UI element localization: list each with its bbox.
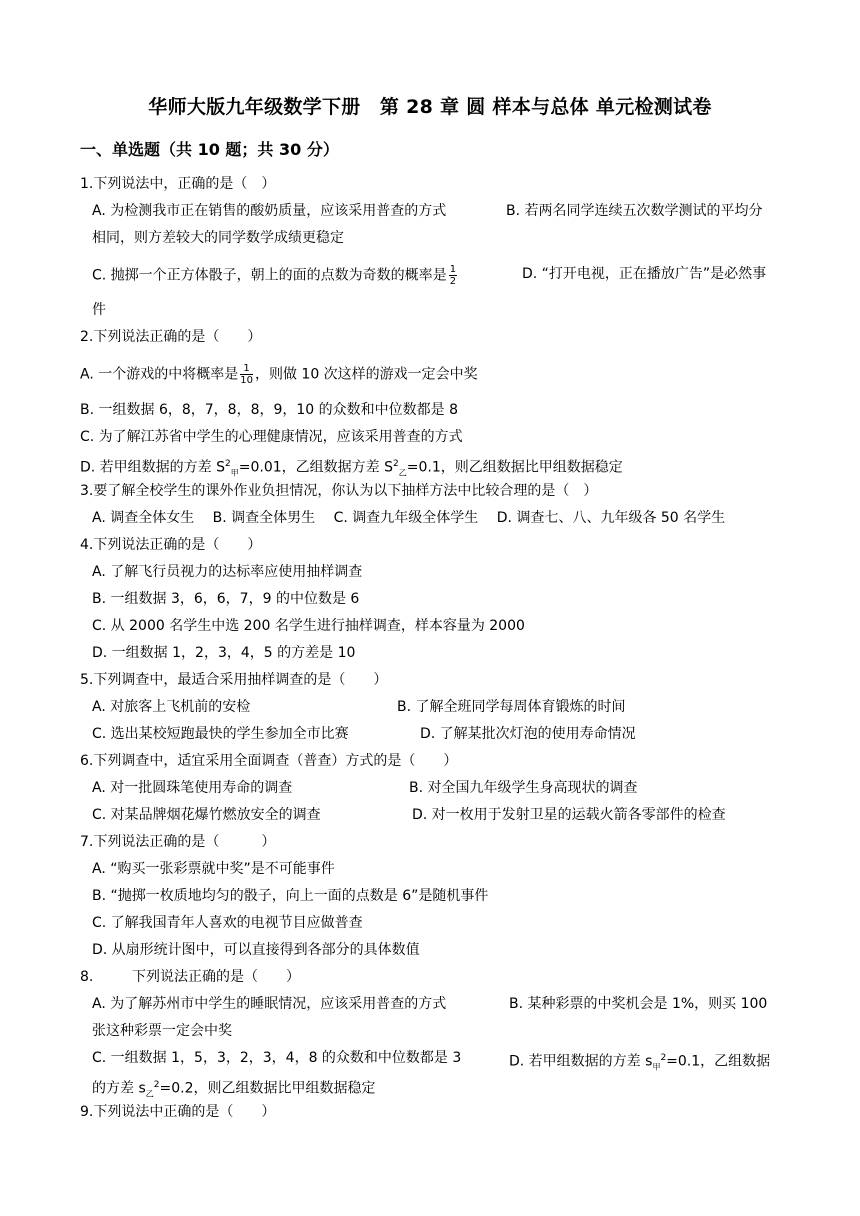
question-stem: 5.下列调查中，最适合采用抽样调查的是（ ）	[80, 672, 388, 688]
subscript: 甲	[652, 1062, 661, 1072]
option-a: A. “购买一张彩票就中奖”是不可能事件	[92, 861, 335, 877]
fraction	[240, 363, 253, 386]
option-b-continued: 相同，则方差较大的同学数学成绩更稳定	[92, 230, 344, 246]
option-a-text: A. 一个游戏的中将概率是	[80, 366, 239, 383]
option-a: A. 对一批圆珠笔使用寿命的调查	[92, 780, 293, 796]
option-c-text: C. 抛掷一个正方体骰子，朝上的面的点数为奇数的概率是	[92, 267, 447, 284]
question-stem: 6.下列调查中，适宜采用全面调查（普查）方式的是（ ）	[80, 753, 458, 769]
option-d-text-end: =0.1，乙组数据	[666, 1053, 771, 1070]
option-a: A. 对旅客上飞机前的安检	[92, 699, 251, 715]
option-c: C. 选出某校短跑最快的学生参加全市比赛	[92, 726, 349, 742]
option-d: D. 一组数据 1，2，3，4，5 的方差是 10	[92, 645, 356, 661]
question-number: 8.	[80, 969, 94, 985]
question-stem: 3.要了解全校学生的课外作业负担情况，你认为以下抽样方法中比较合理的是（ ）	[80, 483, 598, 499]
subscript: 甲	[230, 468, 239, 478]
option-d	[509, 1048, 770, 1077]
option-c: C. 对某品牌烟花爆竹燃放安全的调查	[92, 807, 321, 823]
section-heading: 一、单选题（共 10 题；共 30 分）	[80, 140, 339, 159]
option-b: B. 了解全班同学每周体育锻炼的时间	[397, 699, 626, 715]
option-c: C. 一组数据 1，5，3，2，3，4，8 的众数和中位数都是 3	[92, 1050, 462, 1066]
option-b: B. 某种彩票的中奖机会是 1%，则买 100	[509, 996, 768, 1012]
option-b: B. 对全国九年级学生身高现状的调查	[409, 780, 638, 796]
option-b: B. 若两名同学连续五次数学测试的平均分	[506, 203, 763, 219]
option-a: A. 为了解苏州市中学生的睡眠情况，应该采用普查的方式	[92, 996, 447, 1012]
option-c	[92, 264, 459, 287]
option-d-text: 的方差 s	[92, 1080, 146, 1097]
question-stem: 2.下列说法正确的是（ ）	[80, 329, 262, 345]
option-b: B. 一组数据 6，8，7，8，8，9，10 的众数和中位数都是 8	[80, 402, 459, 418]
question-stem: 下列说法正确的是（ ）	[132, 969, 300, 985]
option-d-text-mid: =0.01，乙组数据方差 S	[238, 459, 394, 476]
superscript: 2	[660, 1053, 667, 1063]
subscript: 乙	[145, 1089, 154, 1099]
option-d-text-end: =0.2，则乙组数据比甲组数据稳定	[159, 1080, 376, 1097]
option-d-continued	[92, 1075, 375, 1104]
fraction-numerator: 1	[449, 264, 457, 275]
option-d: D. 对一枚用于发射卫星的运载火箭各零部件的检查	[412, 807, 726, 823]
question-stem: 9.下列说法中正确的是（ ）	[80, 1104, 276, 1120]
option-a: A. 了解飞行员视力的达标率应使用抽样调查	[92, 564, 363, 580]
subscript: 乙	[398, 468, 407, 478]
fraction	[449, 264, 457, 287]
page-title: 华师大版九年级数学下册 第 28 章 圆 样本与总体 单元检测试卷	[148, 96, 712, 118]
option-row: A. 调查全体女生 B. 调查全体男生 C. 调查九年级全体学生 D. 调查七、八、九年级各 50 名学生	[92, 510, 726, 526]
option-d: D. 从扇形统计图中，可以直接得到各部分的具体数值	[92, 942, 420, 958]
question-stem: 1.下列说法中，正确的是（ ）	[80, 176, 276, 192]
option-d-continued: 件	[92, 302, 106, 318]
option-d-text-end: =0.1，则乙组数据比甲组数据稳定	[406, 459, 623, 476]
option-c: C. 了解我国青年人喜欢的电视节目应做普查	[92, 915, 363, 931]
option-b-continued: 张这种彩票一定会中奖	[92, 1023, 232, 1039]
option-c: C. 从 2000 名学生中选 200 名学生进行抽样调查，样本容量为 2000	[92, 618, 525, 634]
superscript: 2	[393, 459, 399, 469]
fraction-denominator: 2	[449, 276, 457, 287]
fraction-numerator: 1	[240, 363, 253, 375]
option-b: B. “抛掷一枚质地均匀的骰子，向上一面的点数是 6”是随机事件	[92, 888, 489, 904]
question-stem: 4.下列说法正确的是（ ）	[80, 537, 262, 553]
option-d-text: D. 若甲组数据的方差 s	[509, 1053, 653, 1070]
option-a: A. 为检测我市正在销售的酸奶质量，应该采用普查的方式	[92, 203, 447, 219]
option-a	[80, 363, 478, 386]
superscript: 2	[153, 1080, 160, 1090]
option-c: C. 为了解江苏省中学生的心理健康情况，应该采用普查的方式	[80, 429, 463, 445]
question-stem: 7.下列说法正确的是（ ）	[80, 834, 276, 850]
fraction-denominator: 10	[240, 375, 253, 386]
option-d: D. “打开电视，正在播放广告”是必然事	[522, 266, 767, 282]
option-a-text-end: ，则做 10 次这样的游戏一定会中奖	[254, 366, 478, 383]
option-d	[80, 454, 623, 483]
option-b: B. 一组数据 3，6，6，7，9 的中位数是 6	[92, 591, 360, 607]
option-d: D. 了解某批次灯泡的使用寿命情况	[420, 726, 636, 742]
superscript: 2	[225, 459, 231, 469]
option-d-text: D. 若甲组数据的方差 S	[80, 459, 226, 476]
